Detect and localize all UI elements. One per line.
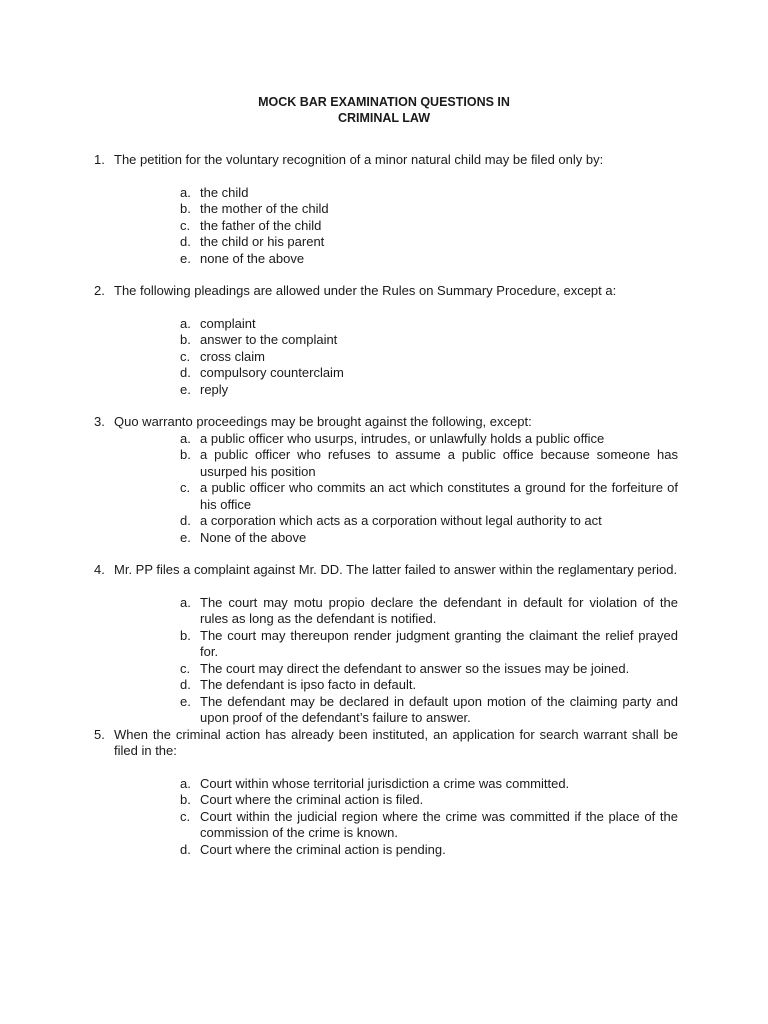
title-line-2: CRIMINAL LAW [337, 111, 431, 125]
option-text: answer to the complaint [200, 332, 338, 347]
option-text: The defendant may be declared in default upon motion of the claiming party and upon proof of the defendant’s failure to answer. [200, 693, 678, 725]
option-c [180, 809, 678, 842]
option-text: The court may direct the defendant to answer so the issues may be joined. [200, 660, 630, 676]
option-b [180, 201, 678, 218]
option-letter: b. [180, 201, 191, 216]
option-text: The court may motu propio declare the defendant in default for violation of the rules as long as the defendant is notified. [200, 594, 678, 626]
option-c [180, 661, 678, 678]
option-text: none of the above [200, 250, 305, 266]
option-text: Court where the criminal action is pending. [200, 841, 446, 857]
option-letter: a. [180, 594, 191, 610]
question-number: 3. [94, 414, 105, 429]
option-b [180, 332, 678, 349]
option-d [180, 842, 678, 859]
option-d [180, 365, 678, 382]
option-text: the child [200, 184, 249, 200]
question-1 [94, 152, 678, 267]
option-letter: e. [180, 250, 191, 266]
option-b [180, 792, 678, 809]
question-text: When the criminal action has already been instituted, an application for search warrant shall be filed in the: [114, 726, 678, 758]
option-list [114, 431, 678, 547]
question-text: The following pleadings are allowed under the Rules on Summary Procedure, except a: [114, 283, 617, 298]
option-letter: b. [180, 447, 191, 462]
question-number: 1. [94, 152, 105, 167]
option-text: the mother of the child [200, 201, 329, 216]
option-c [180, 349, 678, 366]
option-letter: e. [180, 529, 191, 545]
question-number: 5. [94, 726, 105, 742]
option-list [114, 185, 678, 268]
option-text: None of the above [200, 529, 307, 545]
option-letter: a. [180, 184, 191, 200]
option-a [180, 431, 678, 448]
option-letter: d. [180, 677, 191, 692]
option-letter: e. [180, 693, 191, 709]
option-text: a public officer who commits an act which constitutes a ground for the forfeiture of his office [200, 480, 678, 512]
option-text: a corporation which acts as a corporation without legal authority to act [200, 513, 602, 528]
option-letter: d. [180, 234, 191, 249]
option-letter: b. [180, 627, 191, 643]
option-e [180, 382, 678, 399]
option-text: Court within whose territorial jurisdiction a crime was committed. [200, 775, 570, 791]
option-e [180, 694, 678, 727]
option-a [180, 595, 678, 628]
option-letter: c. [180, 217, 191, 233]
question-5 [94, 727, 678, 859]
option-text: compulsory counterclaim [200, 365, 344, 380]
option-text: Court within the judicial region where the crime was committed if the place of the commission of the crime is known. [200, 808, 678, 840]
question-text: The petition for the voluntary recognition of a minor natural child may be filed only by: [114, 152, 604, 167]
option-letter: a. [180, 315, 191, 331]
option-d [180, 513, 678, 530]
option-letter: c. [180, 808, 191, 824]
question-2 [94, 283, 678, 398]
option-text: a public officer who usurps, intrudes, or unlawfully holds a public office [200, 430, 605, 446]
option-d [180, 677, 678, 694]
option-c [180, 218, 678, 235]
option-b [180, 628, 678, 661]
option-letter: d. [180, 841, 191, 857]
option-list [114, 316, 678, 399]
option-c [180, 480, 678, 513]
question-list [94, 152, 678, 858]
option-text: cross claim [200, 348, 266, 364]
option-text: complaint [200, 315, 256, 331]
title-line-1: MOCK BAR EXAMINATION QUESTIONS IN [258, 95, 510, 109]
question-3 [94, 414, 678, 546]
option-text: The court may thereupon render judgment granting the claimant the relief prayed for. [200, 627, 678, 659]
option-text: a public officer who refuses to assume a public office because someone has usurped his position [200, 447, 678, 479]
option-d [180, 234, 678, 251]
option-text: reply [200, 381, 229, 397]
option-text: The defendant is ipso facto in default. [200, 677, 417, 692]
option-a [180, 776, 678, 793]
option-a [180, 185, 678, 202]
option-text: the child or his parent [200, 234, 325, 249]
option-text: the father of the child [200, 217, 322, 233]
question-text: Quo warranto proceedings may be brought against the following, except: [114, 414, 532, 429]
question-number: 4. [94, 562, 105, 577]
option-letter: d. [180, 513, 191, 528]
option-letter: a. [180, 775, 191, 791]
option-letter: a. [180, 430, 191, 446]
option-list [114, 776, 678, 859]
option-letter: c. [180, 348, 191, 364]
option-text: Court where the criminal action is filed. [200, 792, 424, 807]
option-e [180, 251, 678, 268]
option-a [180, 316, 678, 333]
option-letter: b. [180, 332, 191, 347]
question-4 [94, 562, 678, 727]
option-letter: e. [180, 381, 191, 397]
option-list [114, 595, 678, 727]
option-letter: d. [180, 365, 191, 380]
question-text: Mr. PP files a complaint against Mr. DD. The latter failed to answer within the reglamentary period. [114, 562, 678, 577]
option-letter: c. [180, 480, 191, 495]
option-b [180, 447, 678, 480]
document-title [94, 94, 678, 126]
option-e [180, 530, 678, 547]
option-letter: c. [180, 660, 191, 676]
option-letter: b. [180, 792, 191, 807]
question-number: 2. [94, 283, 105, 298]
